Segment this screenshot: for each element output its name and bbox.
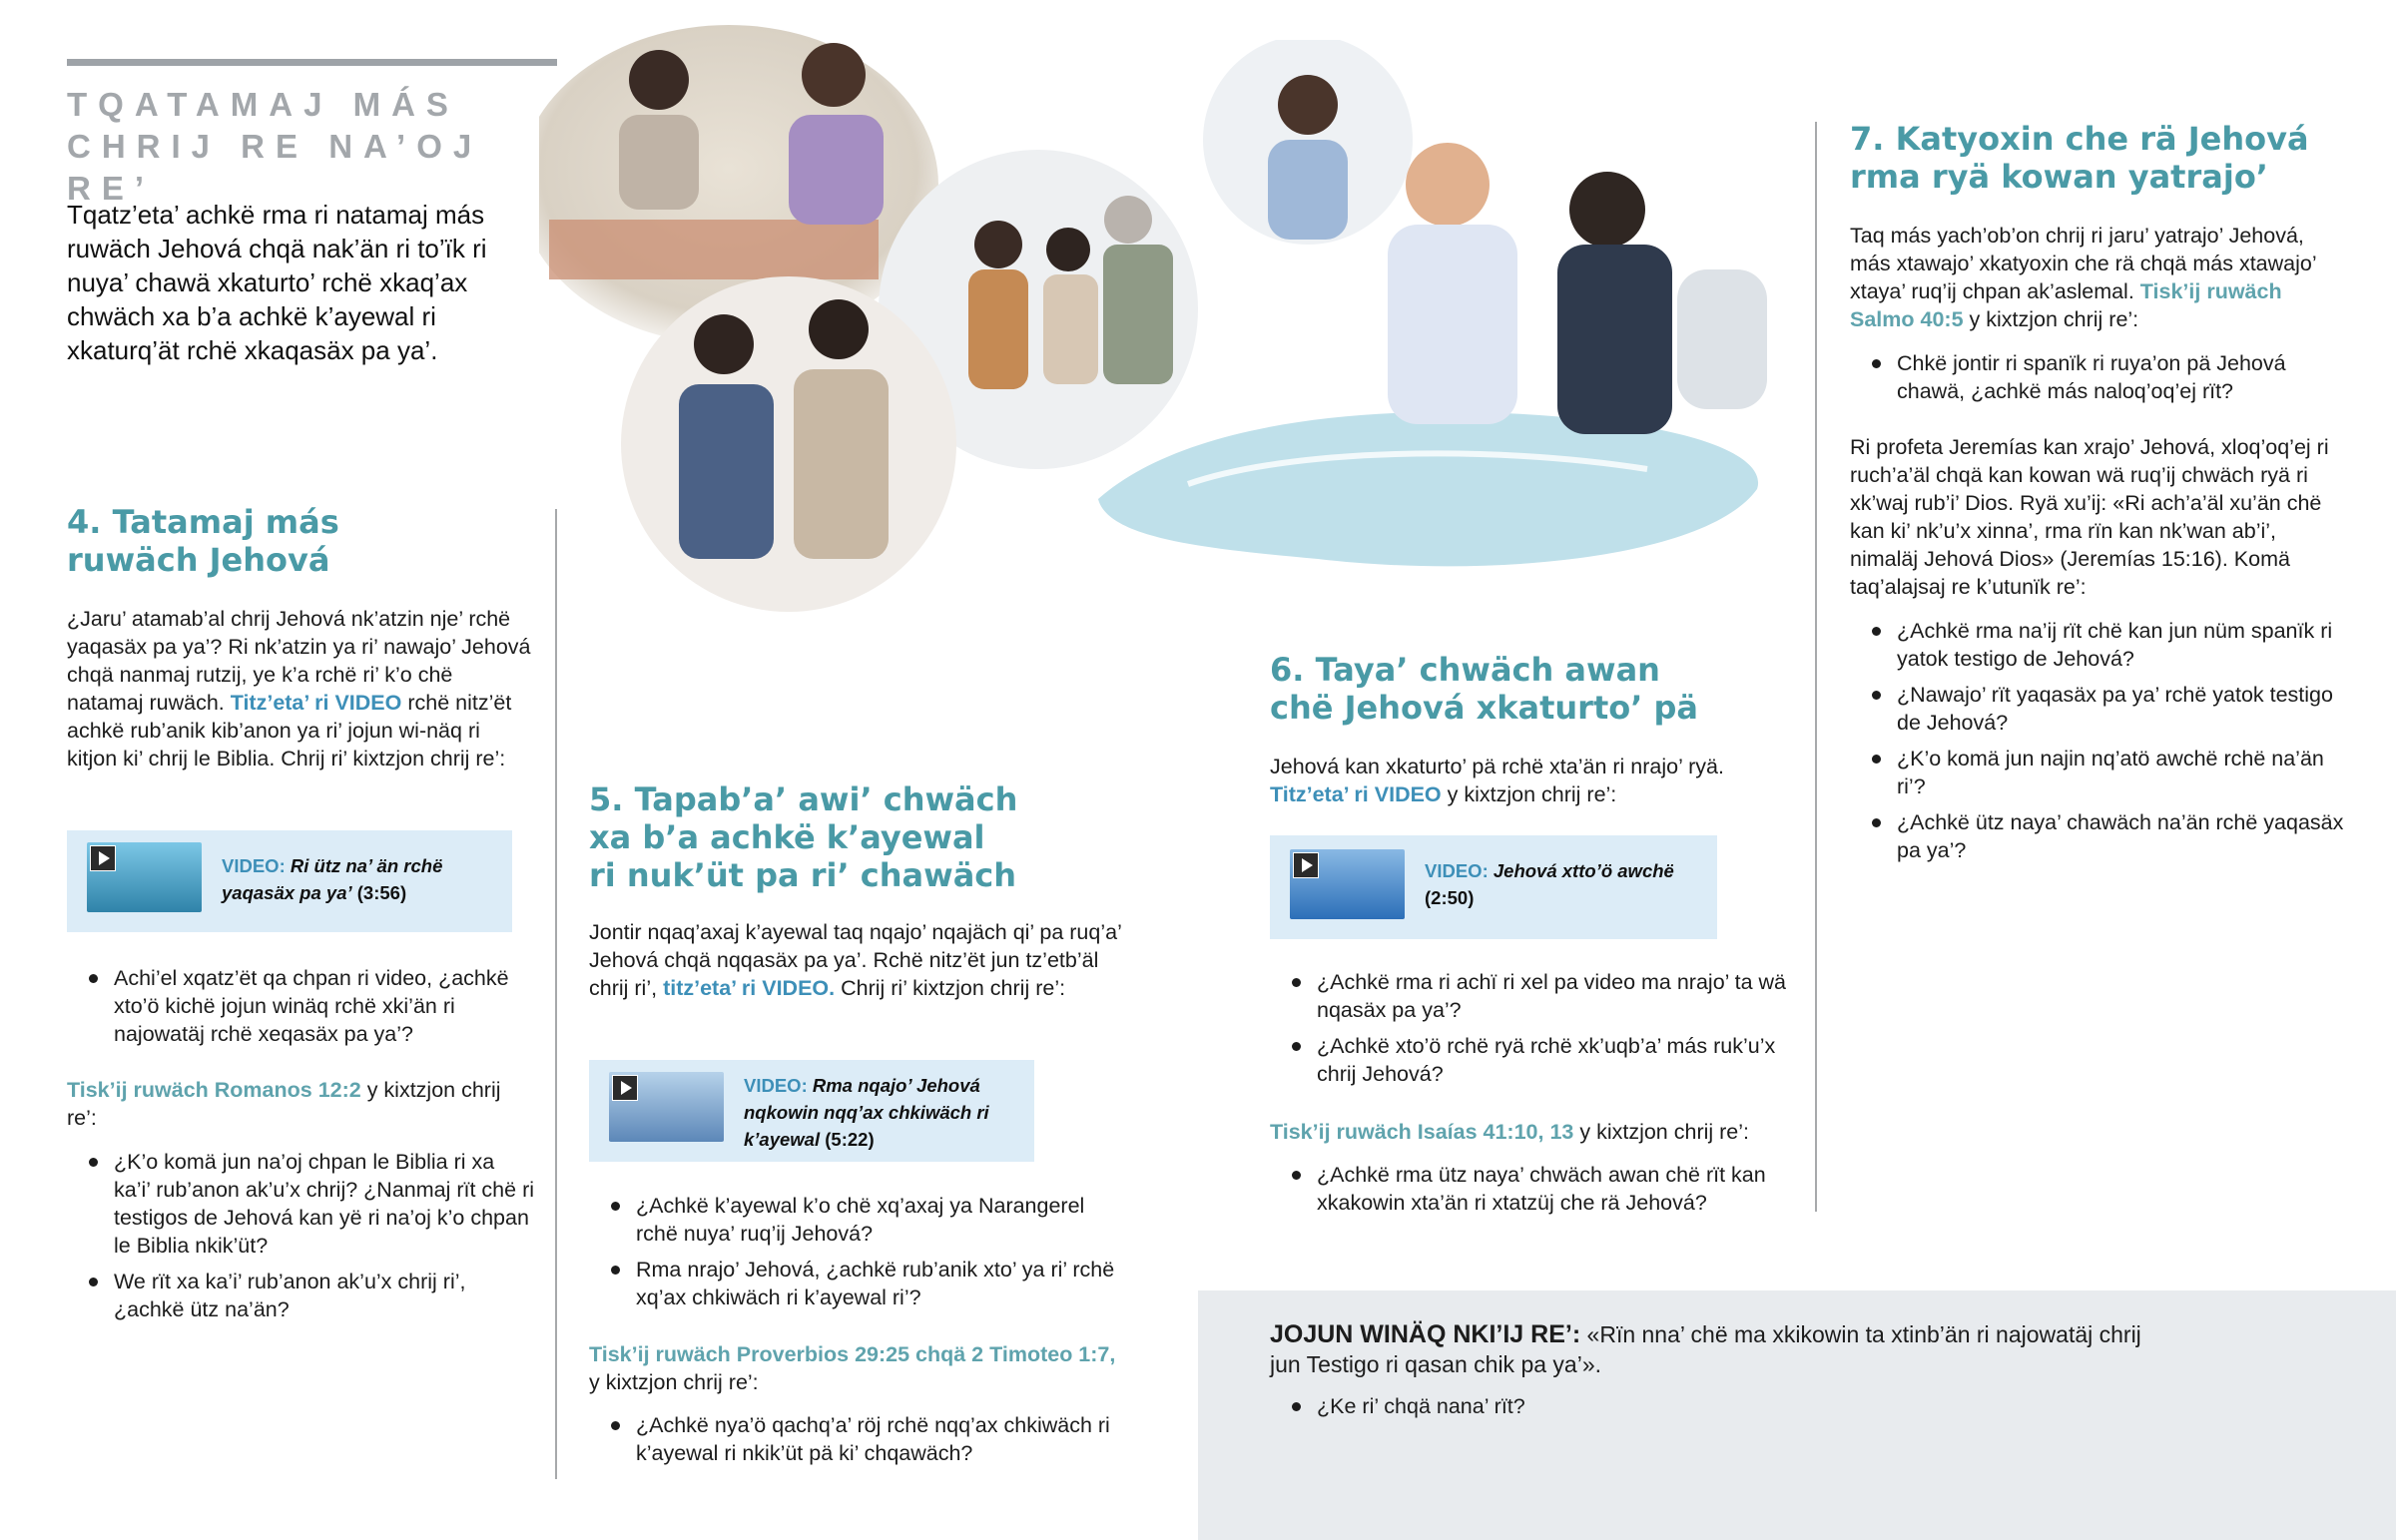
video-label: VIDEO: [744, 1075, 808, 1096]
list-item: ¿Achkë nya’ö qachq’a’ röj rchë nqq’ax chkiwäch ri k’ayewal ri nkik’üt pä ki’ chqawäch? [589, 1411, 1128, 1467]
onlookers-silhouette [1677, 269, 1767, 409]
section-4-questions-1 [67, 964, 536, 1056]
person-head [974, 221, 1022, 268]
section-7-paragraph-2: Ri profeta Jeremías kan xrajo’ Jehová, xloq’oq’ej ri ruch’a’äl chqä kan kowan wä ruq’ij chwäch ryä ri xk’waj rub’i’ Dios. Ryä xu’ij: «Ri ach’a’äl xu’än chë kan ki’ nk’u’x xinna’, rma rïn kan nk’wan ab’i’, nimaläj Jehová Dios» (Jeremías 15:16). Komä taq’alajsaj re k’utunïk re’: [1850, 435, 2329, 599]
section-7-questions-2 [1850, 617, 2349, 872]
brick-wall [549, 220, 879, 279]
section-4-paragraph [67, 605, 532, 772]
video-caption [744, 1072, 1003, 1153]
scripture-text: y kixtzjon chrij re’: [589, 1370, 759, 1394]
section-5-video-link[interactable]: titz’eta’ ri VIDEO. [663, 976, 836, 1000]
section-4-text: ¿Jaru’ atamab’al chrij Jehová nk’atzin nje’ rchë yaqasäx pa ya’? Ri nk’atzin ya ri’ nawajo’ Jehová chqä nanmaj rutzij, ye k’a rchë ri’ k’o chë natamaj ruwäch. [67, 607, 531, 715]
video-thumbnail[interactable] [87, 842, 202, 912]
scripture-text: y kixtzjon chrij re’: [67, 1078, 501, 1130]
play-icon[interactable] [1293, 852, 1319, 878]
woman-head [802, 43, 866, 107]
section-6-title-line-2: chë Jehová xkaturto’ pä [1270, 689, 1699, 727]
person-head [694, 314, 754, 374]
baptism-illustration [1068, 40, 1787, 599]
section-6-paragraph [1270, 753, 1779, 808]
section-6-text: Jehová kan xkaturto’ pä rchë xta’än ri nrajo’ ryä. [1270, 755, 1724, 778]
praying-woman-body [1268, 140, 1348, 240]
section-7-questions-1 [1850, 349, 2349, 413]
video-thumbnail[interactable] [1290, 849, 1405, 919]
woman-body [619, 115, 699, 210]
header-rule [67, 59, 557, 66]
praying-woman-head [1278, 75, 1338, 135]
section-5-title-line-3: ri nuk’üt pa ri’ chawäch [589, 856, 1017, 894]
section-kicker [67, 84, 586, 210]
section-6-video-link[interactable]: Titz’eta’ ri VIDEO [1270, 782, 1442, 806]
scripture-link[interactable]: Tisk’ij ruwäch Romanos 12:2 [67, 1078, 361, 1102]
list-item: ¿K’o komä jun na’oj chpan le Biblia ri xa ka’i’ rub’anon ak’u’x chrij? ¿Nanmaj rït chë ri testigos de Jehová kan yë ri na’oj k’o chpan le Biblia nkik’üt? [67, 1148, 536, 1260]
baptized-woman-head [1569, 172, 1645, 248]
list-item: Achi’el xqatz’ët qa chpan ri video, ¿achkë xto’ö kichë jojun winäq rchë xki’än ri najowatäj rchë xeqasäx pa ya’? [67, 964, 536, 1048]
coworkers-circle [621, 276, 956, 612]
kicker-line-1: TQATAMAJ MÁS [67, 86, 459, 123]
section-5-text-cont: Chrij ri’ kixtzjon chrij re’: [835, 976, 1066, 1000]
section-5-title-line-1: 5. Tapab’a’ awi’ chwäch [589, 780, 1018, 818]
scripture-text: y kixtzjon chrij re’: [1573, 1120, 1749, 1144]
list-item: ¿Ke ri’ chqä nana’ rït? [1270, 1392, 1969, 1420]
section-5-title [589, 780, 1108, 894]
person-body [679, 384, 774, 559]
section-5-scripture [589, 1340, 1118, 1396]
video-title: Jehová xtto’ö awchë [1493, 860, 1674, 881]
play-icon[interactable] [90, 845, 116, 871]
section-6-questions-1 [1270, 968, 1789, 1096]
section-5-questions-1 [589, 1192, 1128, 1319]
video-duration: (3:56) [356, 882, 407, 903]
section-4-title-line-1: 4. Tatamaj más [67, 503, 339, 541]
video-title: Ri ütz na’ än rchë yaqasäx pa ya’ [222, 855, 443, 903]
baptizer-body [1388, 225, 1517, 424]
woman-body [789, 115, 884, 225]
video-thumbnail[interactable] [609, 1072, 724, 1142]
list-item: ¿Achkë rma ri achï ri xel pa video ma nrajo’ ta wä nqasäx pa ya’? [1270, 968, 1789, 1024]
video-duration: (5:22) [825, 1129, 875, 1150]
section-4-questions-2 [67, 1148, 536, 1331]
intro-paragraph: Tqatz’eta’ achkë rma ri natamaj más ruwäch Jehová chqä nak’än ri to’ïk ri nuya’ chawä xkaturto’ rchë xkaq’ax chwäch xa b’a achkë k’ayewal ri xkaturq’ät rchë xkaqasäx pa ya’. [67, 200, 487, 365]
section-5-video-card[interactable] [589, 1060, 1034, 1162]
list-item: ¿Achkë rma na’ij rït chë kan jun nüm spanïk ri yatok testigo de Jehová? [1850, 617, 2349, 673]
section-4-title-line-2: ruwäch Jehová [67, 541, 330, 579]
objection-text [1270, 1319, 2148, 1379]
video-title: Rma nqajo’ Jehová nqkowin nqq’ax chkiwäch ri k’ayewal [744, 1075, 989, 1150]
section-7-title-line-1: 7. Katyoxin che rä Jehová [1850, 120, 2309, 158]
section-7-title [1850, 120, 2369, 196]
list-item: We rït xa ka’i’ rub’anon ak’u’x chrij ri’, ¿achkë ütz na’än? [67, 1268, 536, 1323]
section-4-video-card[interactable] [67, 830, 512, 932]
section-4-text-cont: rchë nitz’ët achkë rub’anik kib’anon ya ri’ jojun wi-näq ri kitjon ki’ chrij le Biblia. Chrij ri’ kixtzjon chrij re’: [67, 691, 512, 770]
list-item: ¿Nawajo’ rït yaqasäx pa ya’ rchë yatok testigo de Jehová? [1850, 681, 2349, 737]
scripture-link[interactable]: Tisk’ij ruwäch Salmo 40:5 [1850, 279, 2282, 331]
section-6-title [1270, 651, 1789, 727]
video-caption [1425, 857, 1684, 911]
video-label: VIDEO: [1425, 860, 1489, 881]
baptizer-head [1406, 143, 1490, 227]
water-pool [1098, 412, 1758, 567]
list-item: ¿Achkë k’ayewal k’o chë xq’axaj ya Narangerel rchë nuya’ ruq’ij Jehová? [589, 1192, 1128, 1248]
section-4-title [67, 503, 546, 579]
video-label: VIDEO: [222, 855, 286, 876]
list-item: Rma nrajo’ Jehová, ¿achkë rub’anik xto’ ya ri’ rchë xq’ax chkiwäch ri k’ayewal ri’? [589, 1256, 1128, 1311]
video-duration: (2:50) [1425, 887, 1475, 908]
person-body [794, 369, 889, 559]
section-6-scripture [1270, 1118, 1789, 1146]
section-7-text-cont: y kixtzjon chrij re’: [1963, 307, 2139, 331]
person-head [809, 299, 869, 359]
section-6-title-line-1: 6. Taya’ chwäch awan [1270, 651, 1660, 689]
section-5-questions-2 [589, 1411, 1128, 1475]
section-4-video-link[interactable]: Titz’eta’ ri VIDEO [230, 691, 402, 715]
list-item: ¿Achkë rma ütz naya’ chwäch awan chë rït kan xkakowin xta’än ri xtatzüj che rä Jehová? [1270, 1161, 1789, 1217]
objection-quote: «Rïn nna’ chë ma xkikowin ta xtinb’än ri najowatäj chrij jun Testigo ri qasan chik pa ya’». [1270, 1321, 2141, 1377]
woman-head [629, 50, 689, 110]
list-item: ¿Achkë xto’ö rchë ryä rchë xk’uqb’a’ más ruk’u’x chrij Jehová? [1270, 1032, 1789, 1088]
section-7-title-line-2: rma ryä kowan yatrajo’ [1850, 158, 2268, 196]
section-5-text: Jontir nqaq’axaj k’ayewal taq nqajo’ nqajäch qi’ pa ruq’a’ Jehová chqä nqqasäx pa ya’. Rchë nitz’ët jun tz’etb’äl chrij ri’, [589, 920, 1122, 1000]
objection-label: JOJUN WINÄQ NKI’IJ RE’: [1270, 1320, 1581, 1348]
objection-questions [1270, 1392, 1969, 1428]
list-item: Chkë jontir ri spanïk ri ruya’on pä Jehová chawä, ¿achkë más naloq’oq’ej rït? [1850, 349, 2349, 405]
scripture-link[interactable]: Tisk’ij ruwäch Isaías 41:10, 13 [1270, 1120, 1574, 1144]
section-5-paragraph [589, 918, 1133, 1002]
section-6-questions-2 [1270, 1161, 1789, 1225]
person-body [968, 269, 1028, 389]
section-6-text-cont: y kixtzjon chrij re’: [1441, 782, 1617, 806]
section-7-text: Taq más yach’ob’on chrij ri jaru’ yatrajo’ Jehová, más xtawajo’ xkatyoxin che rä chqä más xtawajo’ xtaya’ ruq’ij chpan ak’aslemal. [1850, 224, 2316, 303]
video-caption [222, 852, 471, 906]
scripture-link[interactable]: Tisk’ij ruwäch Proverbios 29:25 chqä 2 Timoteo 1:7, [589, 1342, 1116, 1366]
section-7-paragraph [1850, 222, 2349, 333]
section-5-title-line-2: xa b’a achkë k’ayewal [589, 818, 985, 856]
section-6-video-card[interactable] [1270, 835, 1717, 939]
baptized-woman-body [1557, 245, 1672, 434]
kicker-line-2: CHRIJ RE NA’OJ RE’ [67, 128, 483, 207]
column-divider [555, 509, 557, 1479]
list-item: ¿K’o komä jun najin nq’atö awchë rchë na’än ri’? [1850, 745, 2349, 800]
column-divider [1815, 122, 1817, 1212]
section-4-scripture [67, 1076, 506, 1132]
play-icon[interactable] [612, 1075, 638, 1101]
list-item: ¿Achkë ütz naya’ chawäch na’än rchë yaqasäx pa ya’? [1850, 808, 2349, 864]
